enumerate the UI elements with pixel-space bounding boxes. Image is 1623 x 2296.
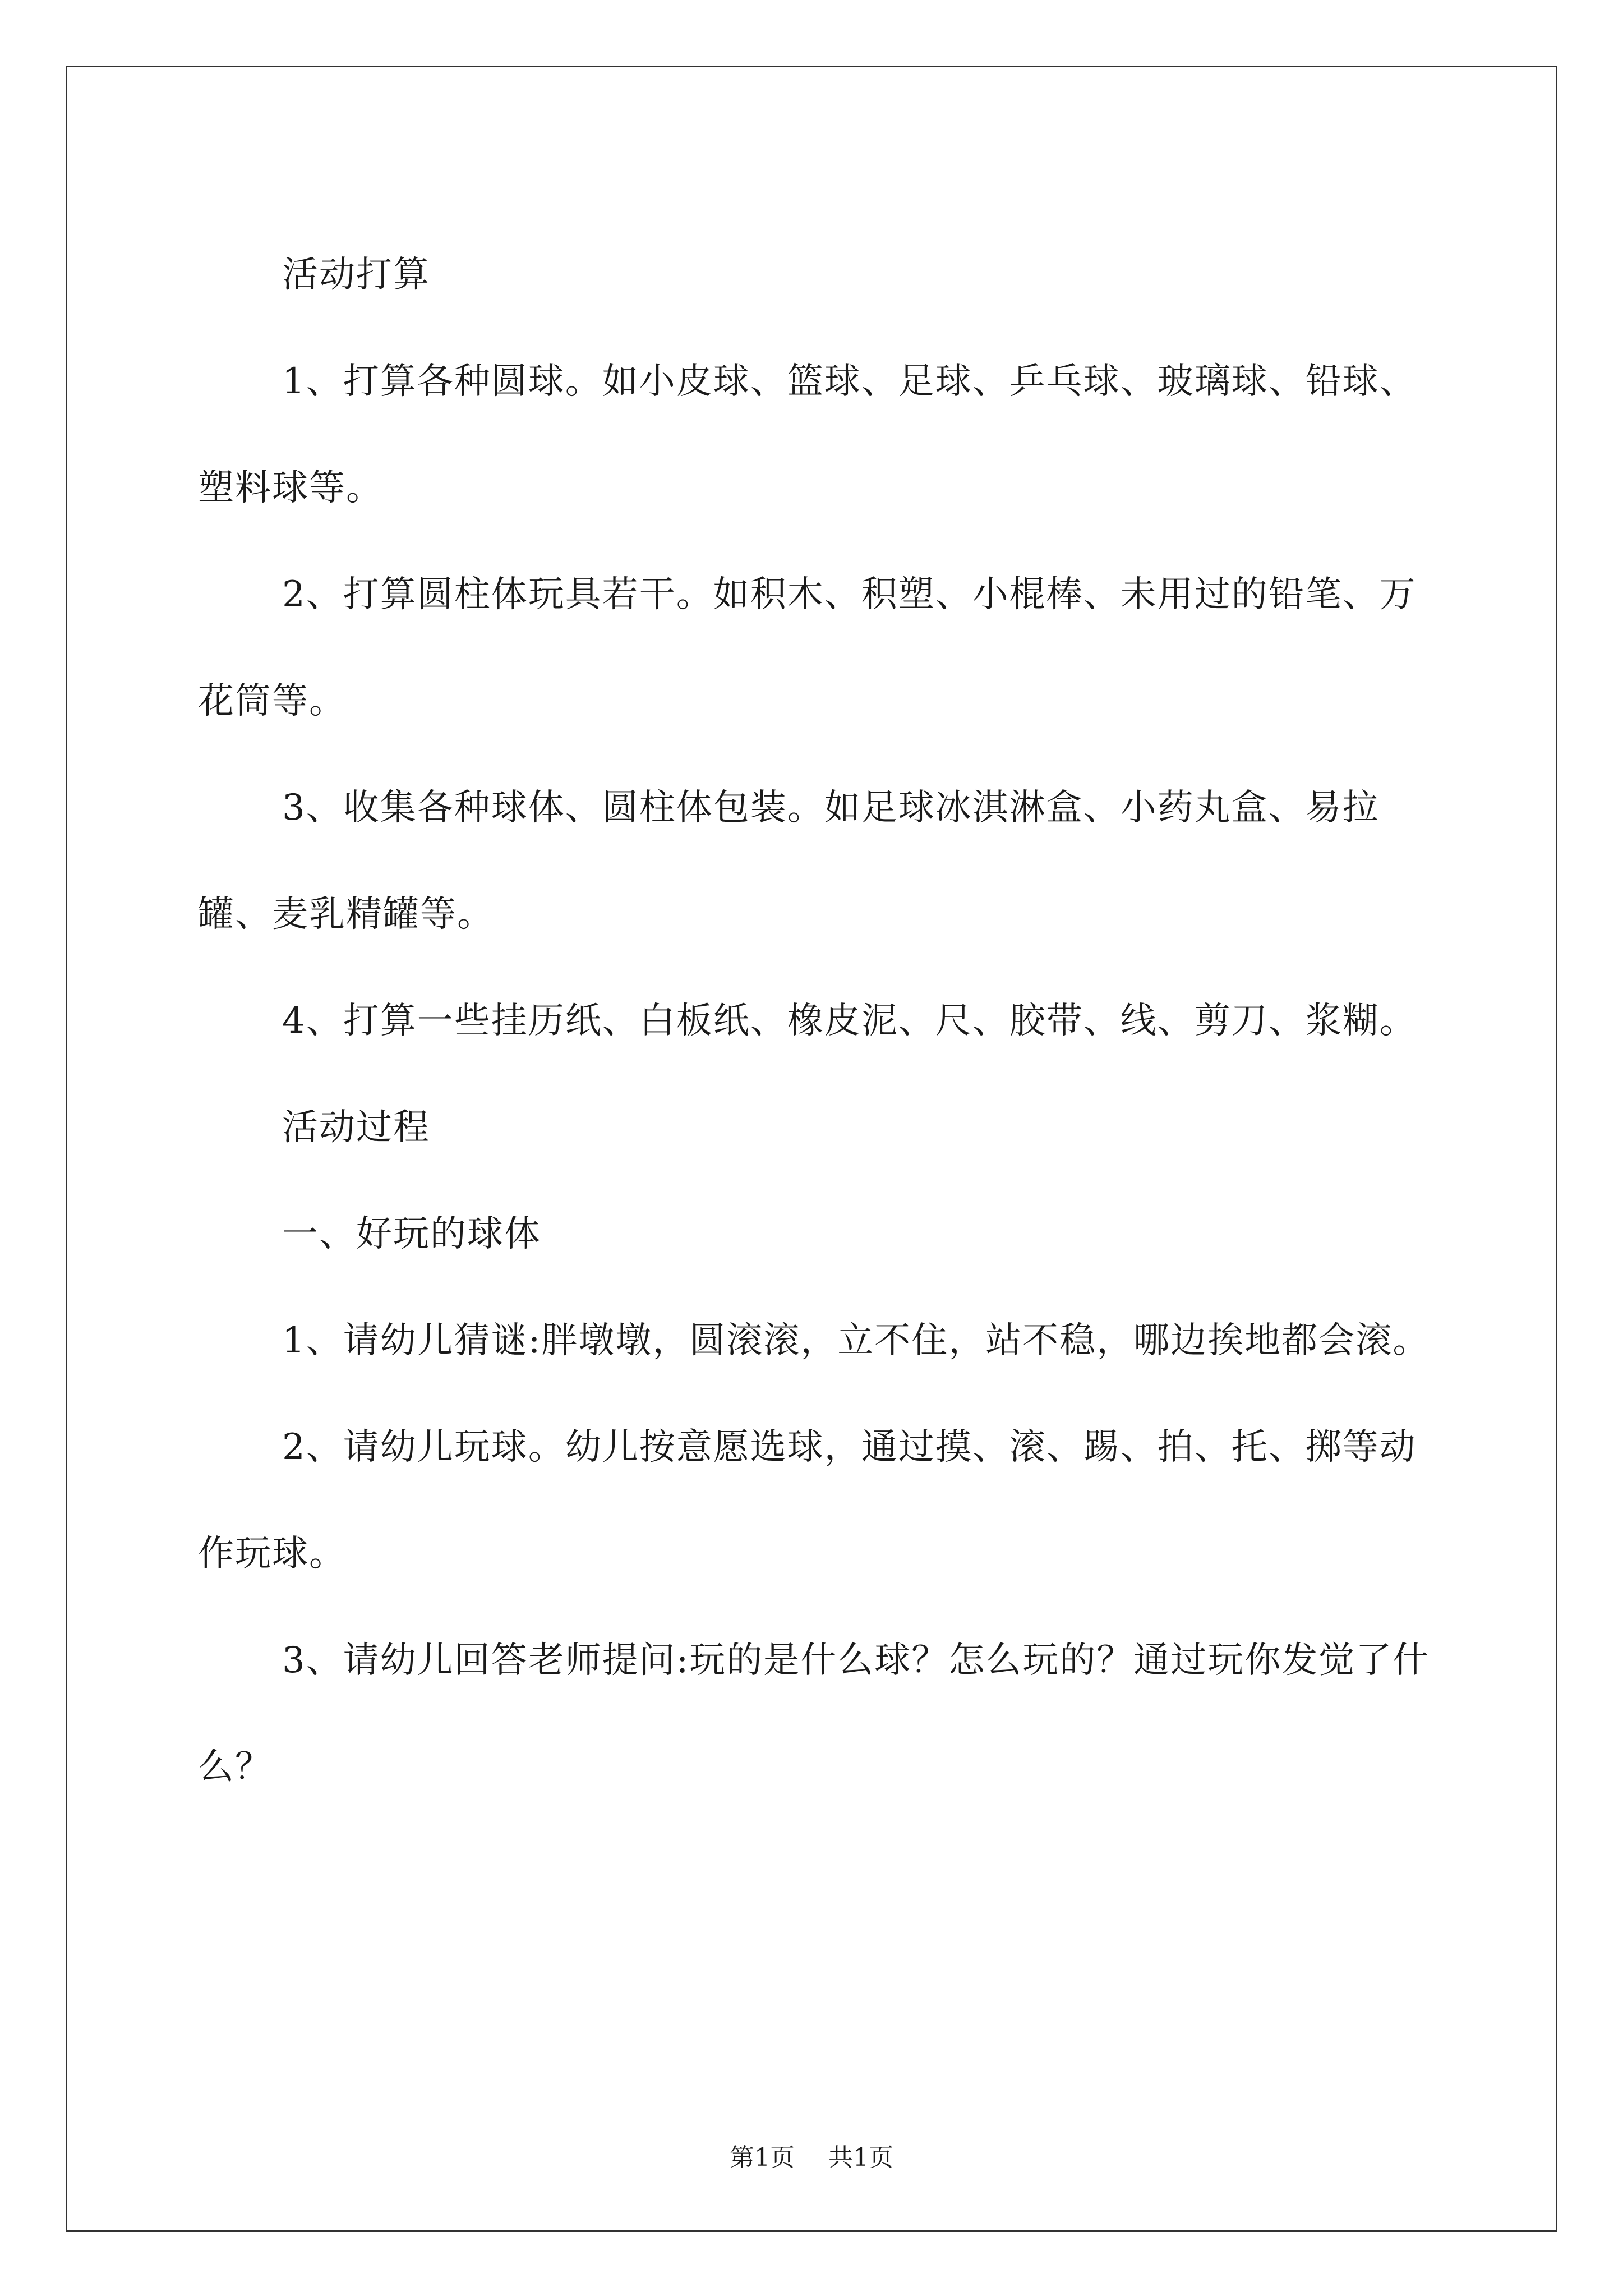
paragraph-prep-3: 3、收集各种球体、圆柱体包装。如足球冰淇淋盒、小药丸盒、易拉罐、麦乳精罐等。 xyxy=(198,787,1380,935)
section-heading-preparation: 活动打算 xyxy=(282,254,430,296)
paragraph-process-1: 1、请幼儿猜谜:胖墩墩，圆滚滚，立不住，站不稳，哪边挨地都会滚。 xyxy=(282,1320,1430,1361)
document-body xyxy=(198,222,1432,1820)
page-total: 共1页 xyxy=(828,2143,893,2172)
paragraph-prep-2: 2、打算圆柱体玩具若干。如积木、积塑、小棍棒、未用过的铅笔、万花筒等。 xyxy=(198,574,1417,722)
page-number: 第1页 xyxy=(730,2143,795,2172)
page-footer xyxy=(0,2137,1623,2173)
section-heading-process: 活动过程 xyxy=(282,1107,430,1148)
paragraph-process-3: 3、请幼儿回答老师提问:玩的是什么球？怎么玩的？通过玩你发觉了什么？ xyxy=(198,1640,1430,1788)
paragraph-prep-4: 4、打算一些挂历纸、白板纸、橡皮泥、尺、胶带、线、剪刀、浆糊。 xyxy=(282,1000,1417,1042)
paragraph-prep-1: 1、打算各种圆球。如小皮球、篮球、足球、乒乓球、玻璃球、铅球、塑料球等。 xyxy=(198,361,1417,509)
subsection-heading-spheres: 一、好玩的球体 xyxy=(282,1213,541,1255)
paragraph-process-2: 2、请幼儿玩球。幼儿按意愿选球，通过摸、滚、踢、拍、托、掷等动作玩球。 xyxy=(198,1427,1417,1575)
